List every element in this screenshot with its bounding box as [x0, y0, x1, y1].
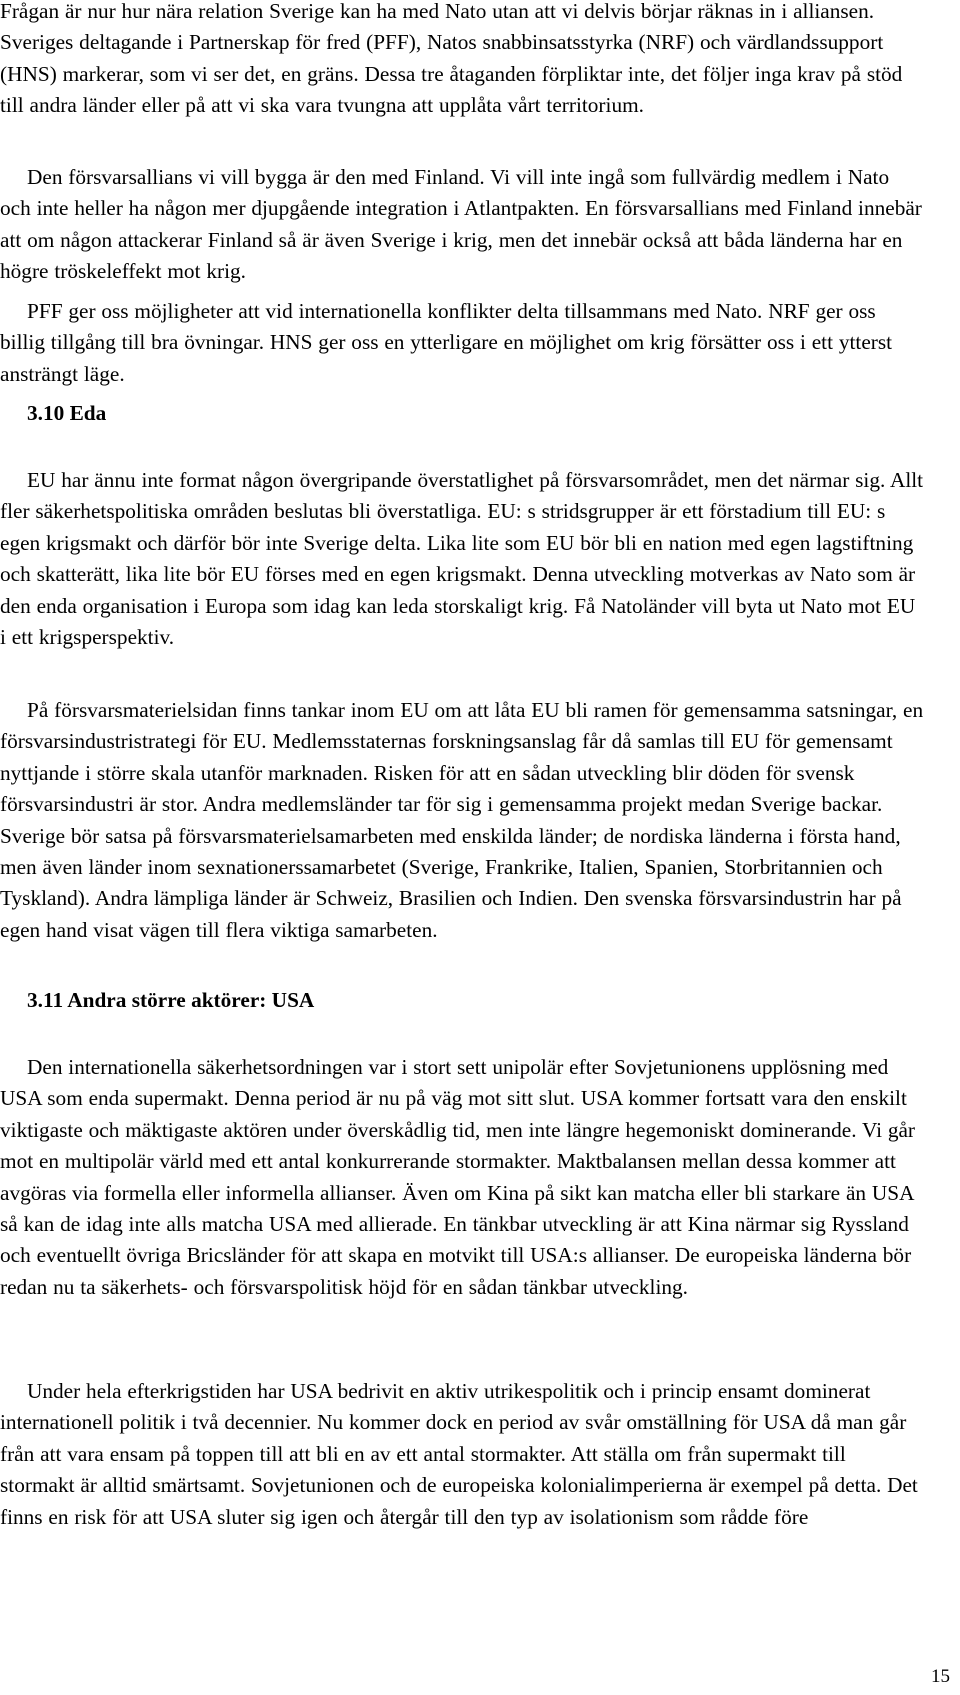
paragraph-eu-overstatlighet: EU har ännu inte format någon övergripande överstatlighet på försvarsområdet, men det närmar sig. Allt fler säkerhetspolitiska områden beslutas bli överstatliga. EU: s stridsgrupper är ett förstadium till EU: s egen krigsmakt och därför bör inte Sverige delta. Lika lite som EU bör bli en nation med egen lagstiftning och skatterätt, lika lite bör EU förses med en egen krigsmakt. Denna utveckling motverkas av Nato som är den enda organisation i Europa som idag kan leda storskaligt krig. Få Natoländer vill byta ut Nato mot EU i ett krigsperspektiv.	[0, 468, 924, 650]
paragraph-forsvarsmateriel: På försvarsmaterielsidan finns tankar inom EU om att låta EU bli ramen för gemensamma satsningar, en försvarsindustristrategi för EU. Medlemsstaternas forskningsanslag får då samlas till EU för gemensamt nyttjande i större skala utanför marknaden. Risken för att en sådan utveckling blir döden för svensk försvarsindustri är stor. Andra medlemsländer tar för sig i gemensamma projekt medan Sverige backar. Sverige bör satsa på försvarsmaterielsamarbeten med enskilda länder; de nordiska länderna i första hand, men även länder inom sexnationerssamarbetet (Sverige, Frankrike, Italien, Spanien, Storbritannien och Tyskland). Andra lämpliga länder är Schweiz, Brasilien och Indien. Den svenska försvarsindustrin har på egen hand visat vägen till flera viktiga samarbeten.	[0, 698, 924, 942]
paragraph-nato-relation: Frågan är nur hur nära relation Sverige kan ha med Nato utan att vi delvis börjar räknas in i alliansen. Sveriges deltagande i Partnerskap för fred (PFF), Natos snabbinsatsstyrka (NRF) och värdlandssupport (HNS) markerar, som vi ser det, en gräns. Dessa tre åtaganden förpliktar inte, det följer inga krav på stöd till andra länder eller på att vi ska vara tvungna att upplåta vårt territorium.	[0, 0, 903, 118]
paragraph-finland-alliance: Den försvarsallians vi vill bygga är den med Finland. Vi vill inte ingå som fullvärdig medlem i Nato och inte heller ha någon mer djupgående integration i Atlantpakten. En försvarsallians med Finland innebär att om någon attackerar Finland så är även Sverige i krig, men det innebär också att båda länderna har en högre tröskeleffekt mot krig.	[0, 165, 922, 284]
paragraph-efterkrigstiden: Under hela efterkrigstiden har USA bedrivit en aktiv utrikespolitik och i princip ensamt dominerat internationell politik i två decennier. Nu kommer dock en period av svår omställning för USA då man går från att vara ensam på toppen till att bli en av ett antal stormakter. Att ställa om från supermakt till stormakt är alltid smärtsamt. Sovjetunionen och de europeiska kolonialimperierna är exempel på detta. Det finns en risk för att USA sluter sig igen och återgår till den typ av isolationism som rådde före	[0, 1379, 918, 1529]
heading-usa: 3.11 Andra större aktörer: USA	[27, 988, 315, 1012]
paragraph-internationella-sakerhetsordningen: Den internationella säkerhetsordningen var i stort sett unipolär efter Sovjetunionens upplösning med USA som enda supermakt. Denna period är nu på väg mot sitt slut. USA kommer fortsatt vara den enskilt viktigaste och mäktigaste aktören under överskådlig tid, men inte längre hegemoniskt dominerande. Vi går mot en multipolär värld med ett antal konkurrerande stormakter. Maktbalansen mellan dessa kommer att avgöras via formella eller informella allianser. Även om Kina på sikt kan matcha eller bli starkare än USA så kan de idag inte alls matcha USA med allierade. En tänkbar utveckling är att Kina närmar sig Ryssland och eventuellt övriga Bricsländer för att skapa en motvikt till USA:s allianser. De europeiska länderna bör redan nu ta säkerhets- och försvarspolitisk höjd för en sådan tänkbar utveckling.	[0, 1055, 916, 1299]
paragraph-pff-nrf-hns: PFF ger oss möjligheter att vid internationella konflikter delta tillsammans med Nato. NRF ger oss billig tillgång till bra övningar. HNS ger oss en ytterligare en möjlighet om krig försätter oss i ett ytterst ansträngt läge.	[0, 299, 893, 386]
heading-eda: 3.10 Eda	[27, 401, 107, 425]
page-number: 15	[931, 1666, 950, 1687]
